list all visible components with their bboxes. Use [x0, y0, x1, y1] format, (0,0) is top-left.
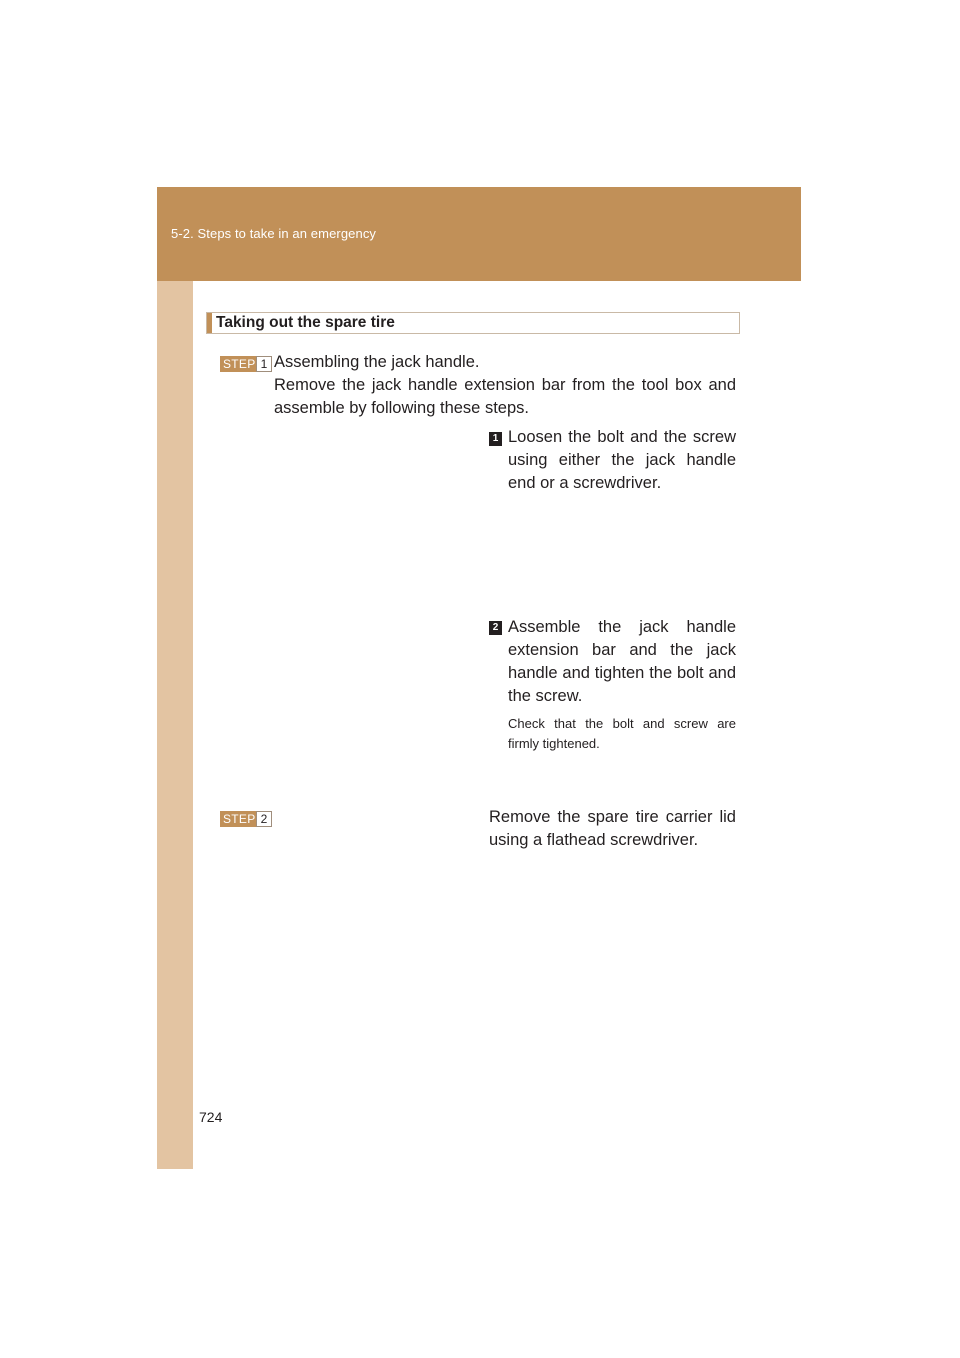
step-label: STEP [220, 356, 256, 372]
substep-2-note: Check that the bolt and screw are firmly tightened. [508, 716, 736, 751]
step-number: 1 [256, 356, 272, 372]
step-2-badge [220, 811, 272, 827]
step-1-description: Remove the jack handle extension bar from the tool box and assemble by following these steps. [274, 376, 736, 417]
step-1-badge [220, 356, 272, 372]
section-header: 5-2. Steps to take in an emergency [171, 226, 377, 241]
substep-2-text: Assemble the jack handle extension bar and the jack handle and tighten the bolt and the screw. [508, 618, 736, 705]
sidebar-tab [157, 187, 193, 1169]
section-title: Taking out the spare tire [216, 314, 395, 331]
substep-1-text: Loosen the bolt and the screw using either the jack handle end or a screwdriver. [508, 428, 736, 492]
page-number: 724 [199, 1109, 223, 1125]
step-number: 2 [256, 811, 272, 827]
section-title-box [206, 312, 740, 334]
step-2-text: Remove the spare tire carrier lid using a flathead screwdriver. [489, 808, 736, 849]
substep-2-number: 2 [489, 621, 502, 635]
substep-1-number: 1 [489, 432, 502, 446]
step-label: STEP [220, 811, 256, 827]
section-title-accent [207, 313, 212, 333]
step-1-title: Assembling the jack handle. [274, 353, 480, 371]
